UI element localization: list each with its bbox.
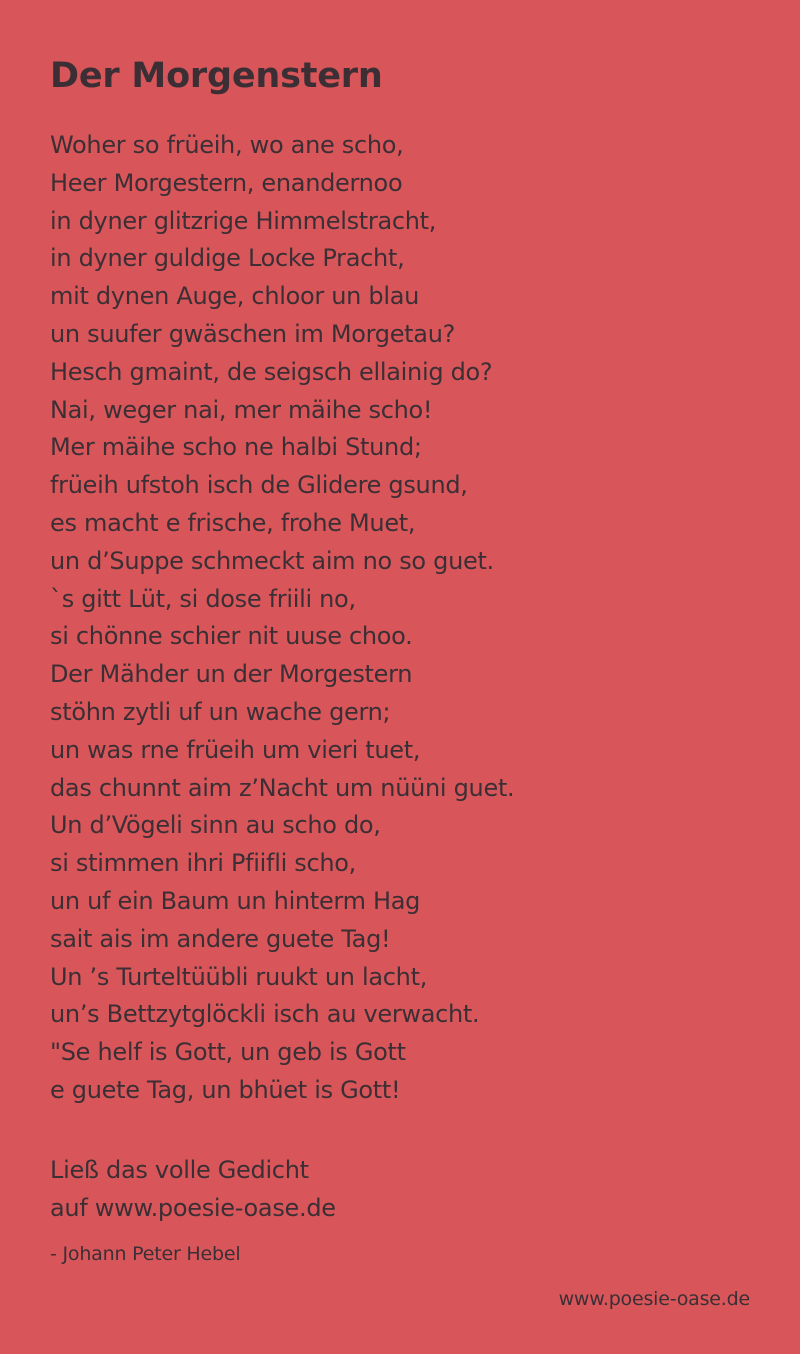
poem-line: un’s Bettzytglöckli isch au verwacht. (50, 1000, 480, 1029)
poem-line: sait ais im andere guete Tag! (50, 924, 391, 953)
poem-author: - Johann Peter Hebel (50, 1243, 241, 1265)
read-full-poem-url: auf www.poesie-oase.de (50, 1194, 336, 1222)
poem-line: Un d’Vögeli sinn au scho do, (50, 811, 381, 840)
poem-title: Der Morgenstern (50, 56, 383, 96)
poem-line: Der Mähder un der Morgestern (50, 660, 413, 689)
poem-line: un d’Suppe schmeckt aim no so guet. (50, 546, 494, 575)
poem-body (50, 127, 514, 1110)
poem-line: Nai, weger nai, mer mäihe scho! (50, 395, 433, 424)
poem-line: Heer Morgestern, enandernoo (50, 168, 403, 197)
poem-line: es macht e frische, frohe Muet, (50, 508, 416, 537)
poem-line: das chunnt aim z’Nacht um nüüni guet. (50, 773, 515, 802)
poem-line: un was rne früeih um vieri tuet, (50, 735, 421, 764)
poem-line: früeih ufstoh isch de Glidere gsund, (50, 471, 468, 500)
read-full-poem-text: Ließ das volle Gedicht (50, 1156, 309, 1184)
read-full-poem-note (50, 1151, 336, 1227)
poem-line: Hesch gmaint, de seigsch ellainig do? (50, 357, 493, 386)
poem-line: `s gitt Lüt, si dose friili no, (50, 584, 356, 613)
poem-line: Un ’s Turteltüübli ruukt un lacht, (50, 962, 428, 991)
poem-line: si chönne schier nit uuse choo. (50, 622, 413, 651)
poem-line: Woher so früeih, wo ane scho, (50, 131, 404, 159)
poem-line: "Se helf is Gott, un geb is Gott (50, 1038, 406, 1067)
poem-line: in dyner glitzrige Himmelstracht, (50, 206, 437, 235)
footer-url: www.poesie-oase.de (558, 1288, 750, 1310)
poem-line: si stimmen ihri Pfiifli scho, (50, 849, 356, 878)
poem-line: stöhn zytli uf un wache gern; (50, 697, 391, 726)
poem-line: Mer mäihe scho ne halbi Stund; (50, 433, 422, 462)
poem-line: un uf ein Baum un hinterm Hag (50, 886, 421, 915)
poem-line: in dyner guldige Locke Pracht, (50, 244, 405, 273)
poem-line: mit dynen Auge, chloor un blau (50, 282, 420, 311)
poem-line: un suufer gwäschen im Morgetau? (50, 319, 456, 348)
poem-line: e guete Tag, un bhüet is Gott! (50, 1075, 401, 1104)
